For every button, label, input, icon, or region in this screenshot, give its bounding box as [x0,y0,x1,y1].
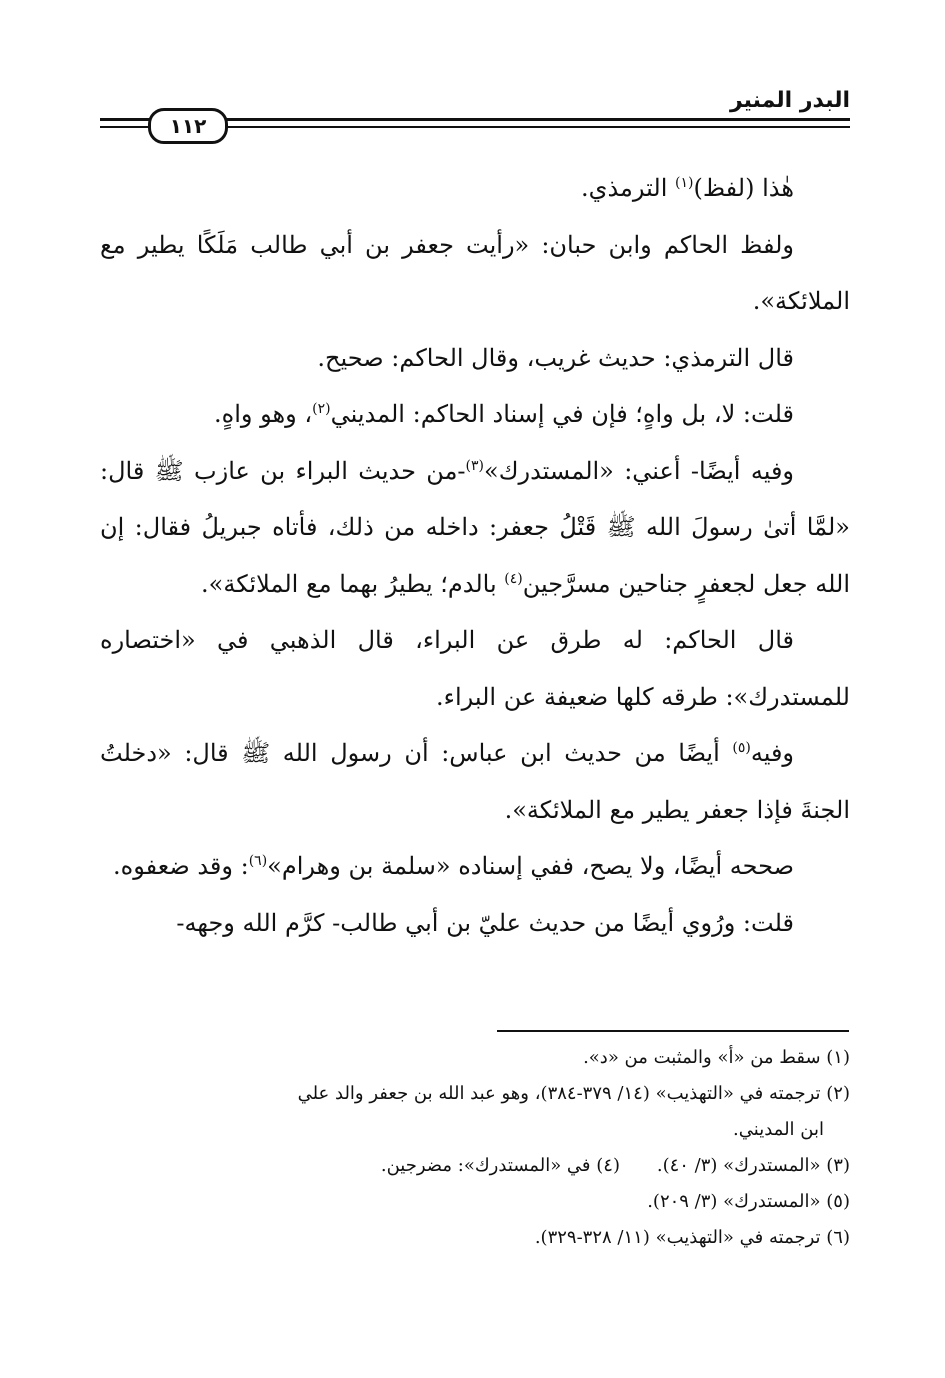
footnote-continuation: ابن المديني. [733,1119,824,1140]
footnote-pair [100,1148,850,1184]
footnote: (٣) «المستدرك» (٣/ ٤٠). [656,1155,850,1176]
footnote-ref: (٦) [248,853,268,869]
paragraph: هٰذا (لفظ)$^{(١)}$ الترمذي. [581,174,794,202]
main-text [100,160,850,951]
page-header [100,88,850,158]
paragraph: وفيه أيضًا- أعني: «المستدرك»$^{(٣)}$-من حديث البراء بن عازب ﷺ قال: «لمَّا أتىٰ رسولَ الله ﷺ قَتْلُ جعفر: داخله من ذلك، فأتاه جبريلُ فقال: إن الله جعل لجعفرٍ جناحين مسرَّجين$^{(٤)}$ بالدم؛ يطيرُ بهما مع الملائكة». [100,456,850,598]
paragraph: قلت: لا، بل واهٍ؛ فإن في إسناد الحاكم: المديني$^{(٢)}$، وهو واهٍ. [214,400,794,428]
paragraph: ولفظ الحاكم وابن حبان: «رأيت جعفر بن أبي طالب مَلَكًا يطير مع الملائكة». [100,230,850,315]
footnote: (٤) في «المستدرك»: مضرجين. [380,1155,620,1176]
paragraph: صححه أيضًا، ولا يصح، ففي إسناده «سلمة بن وهرام»$^{(٦)}$: وقد ضعفوه. [113,852,794,880]
footnote-ref: (٤) [504,570,523,587]
footnote-separator [497,1030,849,1032]
footnote: (١) سقط من «أ» والمثبت من «د». [583,1047,850,1068]
footnotes [100,1040,850,1256]
footnote-ref: (٥) [732,740,751,756]
footnote: (٦) ترجمته في «التهذيب» (١١/ ٣٢٨-٣٢٩). [534,1227,850,1248]
footnote-ref: (٣) [465,457,485,474]
paragraph: قال الحاكم: له طرق عن البراء، قال الذهبي في «اختصاره للمستدرك»: طرقه كلها ضعيفة عن البراء. [100,626,850,711]
running-title: البدر المنير [729,88,850,113]
footnote: (٢) ترجمته في «التهذيب» (١٤/ ٣٧٩-٣٨٤)، وهو عبد الله بن جعفر والد علي [297,1083,850,1104]
page-number: ١١٢ [148,108,228,144]
paragraph: وفيه$^{(٥)}$ أيضًا من حديث ابن عباس: أن رسول الله ﷺ قال: «دخلتُ الجنةَ فإذا جعفر يطير مع الملائكة». [100,739,850,824]
paragraph: قال الترمذي: حديث غريب، وقال الحاكم: صحيح. [317,343,794,372]
paragraph: قلت: ورُوي أيضًا من حديث عليّ بن أبي طالب- كرَّم الله وجهه- [176,908,794,937]
footnote: (٥) «المستدرك» (٣/ ٢٠٩). [647,1191,850,1212]
footnote-ref: (١) [675,175,694,191]
footnote-ref: (٢) [312,401,331,417]
